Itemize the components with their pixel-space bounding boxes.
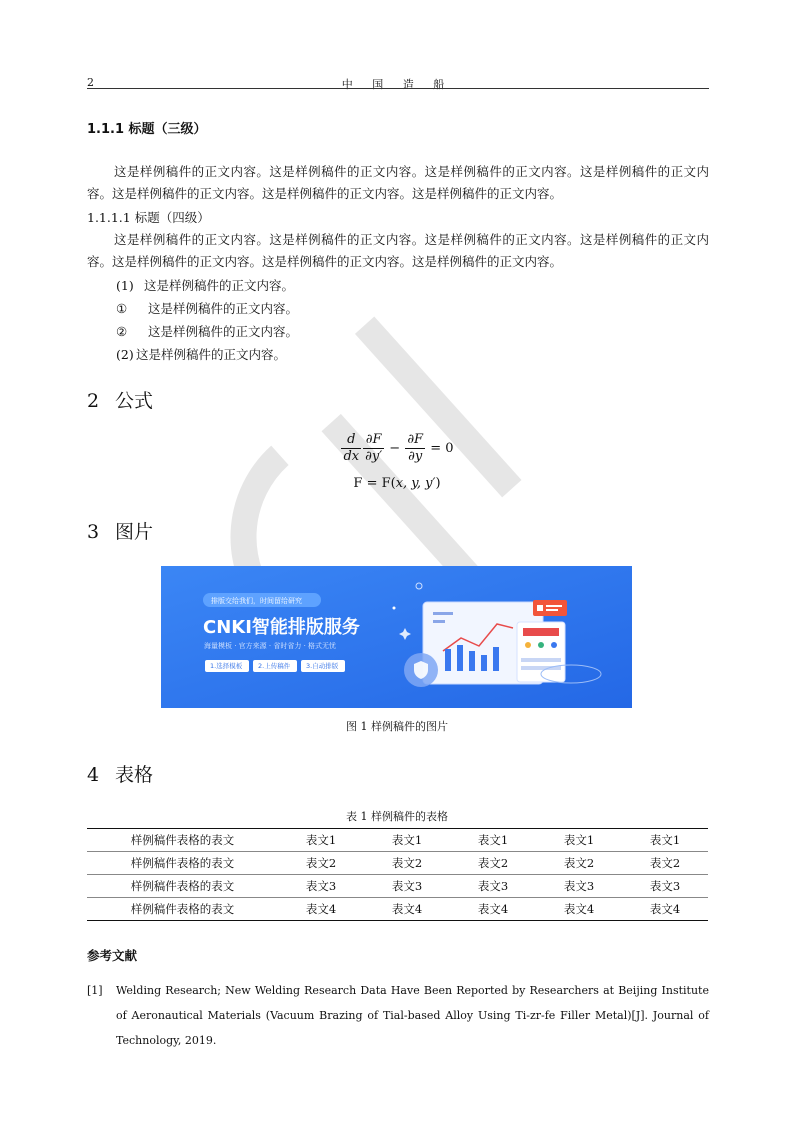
table-row	[87, 852, 708, 875]
figure-caption: 图 1 样例稿件的图片	[346, 720, 448, 733]
table-cell: 样例稿件表格的表文	[87, 829, 278, 852]
heading-level4: 1.1.1.1 标题（四级）	[87, 210, 210, 225]
reference-item	[87, 978, 709, 1053]
section-heading	[87, 517, 153, 544]
list-item	[116, 322, 298, 340]
equation-2: F = F(x, y, y′)	[353, 476, 441, 491]
banner-subtitle: 海量模板 · 官方来源 · 省时省力 · 格式无忧	[204, 642, 337, 650]
section-title: 公式	[115, 390, 154, 412]
table-cell: 表文3	[622, 875, 708, 898]
banner-step: 3.自动排版	[306, 662, 339, 670]
list-marker: ①	[116, 301, 128, 316]
table-cell: 表文2	[278, 852, 364, 875]
table-cell: 表文4	[536, 898, 622, 921]
table-cell: 表文4	[364, 898, 450, 921]
table-cell: 表文1	[364, 829, 450, 852]
table-cell: 样例稿件表格的表文	[87, 875, 278, 898]
page-number: 2	[87, 76, 94, 89]
data-table	[87, 828, 708, 921]
table-cell: 表文1	[536, 829, 622, 852]
section-title: 图片	[115, 521, 154, 543]
figure-image	[161, 566, 632, 708]
section-number: 2	[87, 390, 100, 412]
body-paragraph-2: 这是样例稿件的正文内容。这是样例稿件的正文内容。这是样例稿件的正文内容。这是样例稿件的正文内容。这是样例稿件的正文内容。这是样例稿件的正文内容。这是样例稿件的正文内容。	[87, 232, 709, 269]
section-title: 表格	[115, 764, 154, 786]
banner-step: 2.上传稿件	[258, 662, 291, 670]
body-paragraph-1: 这是样例稿件的正文内容。这是样例稿件的正文内容。这是样例稿件的正文内容。这是样例稿件的正文内容。这是样例稿件的正文内容。这是样例稿件的正文内容。这是样例稿件的正文内容。	[87, 164, 709, 201]
table-cell: 表文4	[622, 898, 708, 921]
section-heading	[87, 760, 153, 787]
table-cell: 表文1	[450, 829, 536, 852]
banner-tagline: 排版交给我们，时间留给研究	[211, 597, 302, 605]
table-cell: 表文2	[450, 852, 536, 875]
table-cell: 表文2	[364, 852, 450, 875]
list-marker: (2)	[116, 347, 134, 362]
table-cell: 表文3	[536, 875, 622, 898]
reference-number: [1]	[87, 984, 103, 997]
section-heading	[87, 386, 153, 413]
table-row	[87, 898, 708, 921]
journal-title: 中 国 造 船	[341, 78, 453, 91]
table-cell: 表文2	[622, 852, 708, 875]
list-marker: (1)	[116, 278, 134, 293]
list-item	[116, 276, 294, 294]
banner-title: CNKI智能排版服务	[203, 617, 360, 638]
list-item	[116, 345, 286, 363]
list-text: 这是样例稿件的正文内容。	[136, 347, 287, 362]
table-cell: 表文4	[450, 898, 536, 921]
section-number: 4	[87, 764, 100, 786]
table-caption: 表 1 样例稿件的表格	[346, 810, 448, 823]
header-rule	[87, 88, 709, 89]
references-heading: 参考文献	[87, 948, 138, 963]
list-marker: ②	[116, 324, 128, 339]
table-cell: 表文3	[450, 875, 536, 898]
list-text: 这是样例稿件的正文内容。	[148, 301, 299, 316]
section-number: 3	[87, 521, 100, 543]
table-cell: 表文1	[622, 829, 708, 852]
table-cell: 表文1	[278, 829, 364, 852]
equation-1: $\frac{d}{dx}$ $\frac{\partial F}{\partial y'}$ − $\frac{\partial F}{\partial y}$ = 0	[343, 432, 454, 464]
table-cell: 表文4	[278, 898, 364, 921]
reference-text: Welding Research; New Welding Research Data Have Been Reported by Researchers at Beijing Institute of Aeronautical Materials (Vacuum Brazing of Tial-based Alloy Using Ti-zr-fe Filler Metal)[J]. Journal of Technology, 2019.	[116, 984, 709, 1047]
banner-step: 1.选择模板	[210, 662, 243, 670]
table-cell: 样例稿件表格的表文	[87, 852, 278, 875]
table-cell: 样例稿件表格的表文	[87, 898, 278, 921]
heading-level3: 1.1.1 标题（三级）	[87, 122, 207, 137]
list-text: 这是样例稿件的正文内容。	[144, 278, 295, 293]
table-cell: 表文3	[278, 875, 364, 898]
table-row	[87, 875, 708, 898]
table-row	[87, 829, 708, 852]
list-text: 这是样例稿件的正文内容。	[148, 324, 299, 339]
table-cell: 表文2	[536, 852, 622, 875]
list-item	[116, 299, 298, 317]
table-cell: 表文3	[364, 875, 450, 898]
